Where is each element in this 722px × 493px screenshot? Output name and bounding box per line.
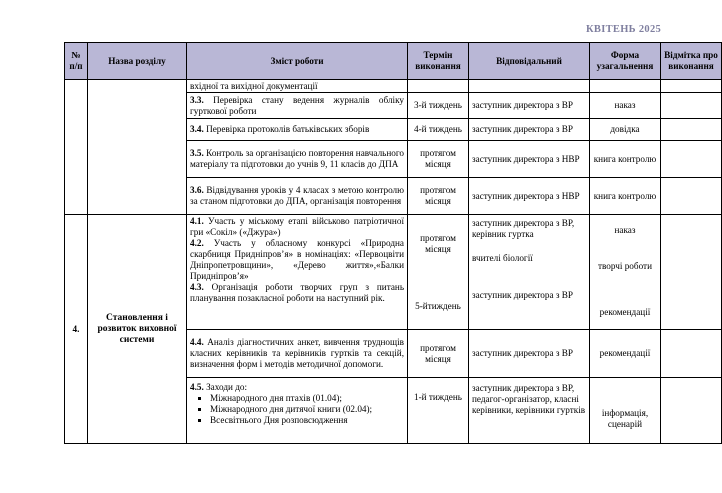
month-title: КВІТЕНЬ 2025 xyxy=(586,24,662,35)
cell-term: протягом місяця xyxy=(408,141,469,178)
cell-term: протягом місяця xyxy=(408,178,469,215)
item-text: Контроль за організацією повторення навчального матеріалу та підготовки до учнів 9, 11 класів до ДПА xyxy=(190,148,404,169)
col-responsible-header: Відповідальний xyxy=(469,43,590,80)
plan-table xyxy=(64,42,722,444)
cell-mark xyxy=(661,378,722,444)
cell-form: книга контролю xyxy=(590,141,661,178)
cell-term: протягом місяця xyxy=(408,330,469,378)
cell-mark xyxy=(661,119,722,141)
item-number: 4.5. xyxy=(190,382,204,392)
item-number: 3.5. xyxy=(190,148,204,158)
cell-term xyxy=(408,80,469,93)
cell-term xyxy=(408,215,469,330)
cell-content xyxy=(187,119,408,141)
cell-term: 3-й тиждень xyxy=(408,93,469,119)
cell-content xyxy=(187,178,408,215)
form-value: рекомендації xyxy=(599,307,651,317)
col-term-header: Термін виконання xyxy=(408,43,469,80)
cell-num-cont xyxy=(65,80,88,215)
item-text: Організація роботи творчих груп з питань планування позакласної роботи на наступний рік. xyxy=(190,282,405,303)
cell-form: наказ xyxy=(590,93,661,119)
cell-mark xyxy=(661,330,722,378)
cell-content xyxy=(187,141,408,178)
list-item xyxy=(190,238,404,282)
cell-mark xyxy=(661,141,722,178)
item-text: Заходи до: xyxy=(206,382,248,392)
col-form-header: Форма узагальнення xyxy=(590,43,661,80)
form-value: наказ xyxy=(614,225,636,235)
cell-term: 1-й тиждень xyxy=(408,378,469,444)
cell-section-cont xyxy=(88,80,187,215)
table-header-row xyxy=(65,43,722,80)
cell-mark xyxy=(661,80,722,93)
item-text: Відвідування уроків у 4 класах з метою контролю за станом підготовки до ДПА, організація повторення xyxy=(190,185,405,206)
item-number: 4.4. xyxy=(190,337,204,347)
list-item xyxy=(190,382,404,393)
item-number: 3.4. xyxy=(190,124,204,134)
cell-mark xyxy=(661,215,722,330)
event-item: ▪ Всесвітнього Дня розповсюдження xyxy=(210,415,404,426)
cell-content: вхідної та вихідної документації xyxy=(187,80,408,93)
cell-content xyxy=(187,93,408,119)
cell-content xyxy=(187,378,408,444)
cell-responsible: заступник директора з ВР, педагог-організатор, класні керівники, керівники гуртків xyxy=(469,378,590,444)
section-title: Становлення і розвиток виховної системи xyxy=(88,215,187,444)
cell-content xyxy=(187,330,408,378)
cell-form: книга контролю xyxy=(590,178,661,215)
responsible-value: вчителі біології xyxy=(472,253,533,263)
event-item: ▪ Міжнародного дня дитячої книги (02.04); xyxy=(210,404,404,415)
item-text: Аналіз діагностичних анкет, вивчення труднощів класних керівників та керівників гуртків та секцій, визначення форм і методів методичної допомоги. xyxy=(190,337,404,369)
cell-responsible: заступник директора з ВР xyxy=(469,119,590,141)
col-mark-header: Відмітка про виконання xyxy=(661,43,722,80)
item-number: 4.1. xyxy=(190,216,204,226)
item-text: Перевірка стану ведення журналів обліку гурткової роботи xyxy=(190,94,405,116)
cell-responsible: заступник директора з ВР xyxy=(469,330,590,378)
cell-term: 4-й тиждень xyxy=(408,119,469,141)
list-item xyxy=(190,216,404,238)
cell-mark xyxy=(661,93,722,119)
item-text: Перевірка протоколів батьківських зборів xyxy=(206,124,370,134)
cell-content xyxy=(187,215,408,330)
cell-form xyxy=(590,80,661,93)
col-section-header: Назва розділу xyxy=(88,43,187,80)
event-item: ▪ Міжнародного дня птахів (01.04); xyxy=(210,393,404,404)
cell-form: інформація, сценарій xyxy=(590,378,661,444)
col-num-header: № п/п xyxy=(65,43,88,80)
event-list xyxy=(190,393,404,426)
table-row xyxy=(65,80,722,93)
responsible-value: заступник директора з ВР, керівник гуртка xyxy=(472,218,575,239)
cell-form: довідка xyxy=(590,119,661,141)
cell-responsible xyxy=(469,215,590,330)
item-text: Участь у міському етапі військово патріотичної гри «Сокіл» («Джура») xyxy=(190,216,404,237)
list-item xyxy=(190,282,404,304)
table-row xyxy=(65,215,722,330)
cell-form xyxy=(590,215,661,330)
term-value: протягом місяця xyxy=(420,233,456,254)
item-text: Участь у обласному конкурсі «Природна скарбниця Придніпров’я» в номінаціях: «Первоцвіти Дніпропетровщини», «Дерево життя»,«Балки Придніпров’я» xyxy=(190,238,405,281)
cell-mark xyxy=(661,178,722,215)
item-number: 4.2. xyxy=(190,238,204,248)
cell-form: рекомендації xyxy=(590,330,661,378)
cell-responsible: заступник директора з НВР xyxy=(469,141,590,178)
cell-responsible xyxy=(469,80,590,93)
cell-responsible: заступник директора з НВР xyxy=(469,178,590,215)
responsible-value: заступник директора з ВР xyxy=(472,290,574,300)
col-content-header: Зміст роботи xyxy=(187,43,408,80)
section-number: 4. xyxy=(65,215,88,444)
item-number: 3.6. xyxy=(190,185,204,195)
term-value: 5-йтиждень xyxy=(415,301,461,311)
item-number: 3.3. xyxy=(190,94,204,105)
item-number: 4.3. xyxy=(190,282,204,292)
form-value: творчі роботи xyxy=(598,261,652,271)
cell-responsible: заступник директора з ВР xyxy=(469,93,590,119)
